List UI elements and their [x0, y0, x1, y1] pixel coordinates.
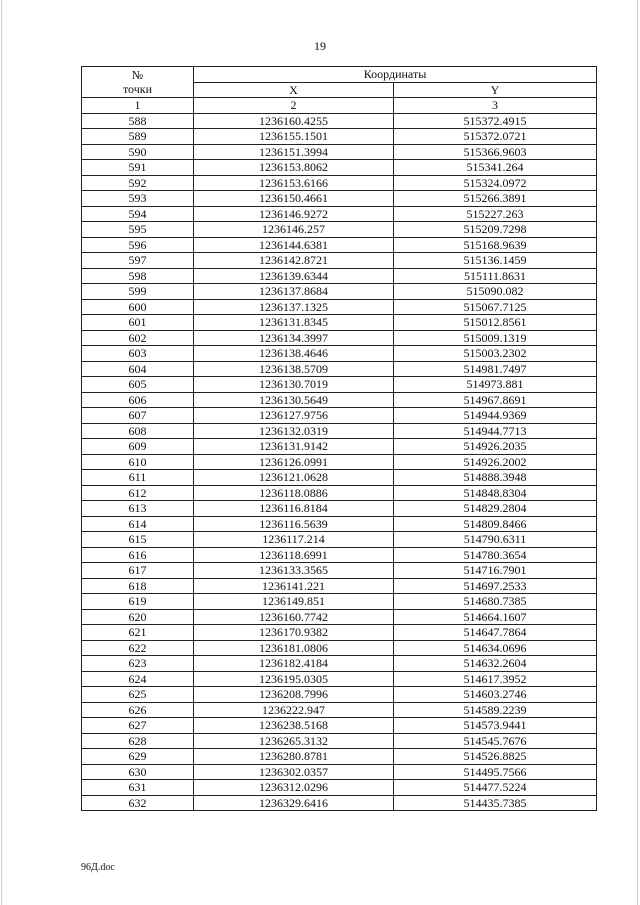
x-coordinate-cell: 1236195.0305: [194, 671, 394, 687]
x-coordinate-cell: 1236138.4646: [194, 346, 394, 362]
y-coordinate-cell: 515341.264: [394, 160, 597, 176]
x-coordinate-cell: 1236265.3132: [194, 733, 394, 749]
x-coordinate-cell: 1236116.8184: [194, 501, 394, 517]
y-coordinate-cell: 514680.7385: [394, 594, 597, 610]
table-header: [82, 67, 597, 114]
point-number-cell: 629: [82, 749, 194, 765]
table-row: [82, 501, 597, 517]
y-coordinate-cell: 515372.4915: [394, 113, 597, 129]
table-row: [82, 361, 597, 377]
x-coordinate-cell: 1236153.8062: [194, 160, 394, 176]
table-row: [82, 144, 597, 160]
point-number-cell: 619: [82, 594, 194, 610]
x-coordinate-cell: 1236182.4184: [194, 656, 394, 672]
point-number-cell: 626: [82, 702, 194, 718]
y-coordinate-cell: 515009.1319: [394, 330, 597, 346]
y-coordinate-cell: 514790.6311: [394, 532, 597, 548]
point-number-cell: 590: [82, 144, 194, 160]
y-coordinate-cell: 514664.1607: [394, 609, 597, 625]
x-coordinate-cell: 1236137.1325: [194, 299, 394, 315]
table-row: [82, 687, 597, 703]
x-coordinate-cell: 1236126.0991: [194, 454, 394, 470]
table-row: [82, 547, 597, 563]
x-coordinate-cell: 1236131.8345: [194, 315, 394, 331]
x-coordinate-cell: 1236141.221: [194, 578, 394, 594]
y-coordinate-cell: 514973.881: [394, 377, 597, 393]
y-coordinate-cell: 514848.8304: [394, 485, 597, 501]
point-number-cell: 608: [82, 423, 194, 439]
point-number-cell: 616: [82, 547, 194, 563]
table-row: [82, 377, 597, 393]
table-row: [82, 749, 597, 765]
x-coordinate-cell: 1236138.5709: [194, 361, 394, 377]
y-coordinate-cell: 515003.2302: [394, 346, 597, 362]
x-coordinate-cell: 1236170.9382: [194, 625, 394, 641]
point-number-cell: 632: [82, 795, 194, 811]
scan-edge-left: [1, 0, 2, 905]
point-number-cell: 596: [82, 237, 194, 253]
table-row: [82, 780, 597, 796]
table-row: [82, 191, 597, 207]
x-coordinate-cell: 1236130.7019: [194, 377, 394, 393]
y-header: Y: [394, 82, 597, 98]
y-coordinate-cell: 515209.7298: [394, 222, 597, 238]
x-coordinate-cell: 1236137.8684: [194, 284, 394, 300]
y-coordinate-cell: 515324.0972: [394, 175, 597, 191]
x-coordinate-cell: 1236118.0886: [194, 485, 394, 501]
point-label: точки: [122, 82, 153, 96]
x-coordinate-cell: 1236117.214: [194, 532, 394, 548]
x-coordinate-cell: 1236280.8781: [194, 749, 394, 765]
table-row: [82, 392, 597, 408]
table-row: [82, 284, 597, 300]
point-number-cell: 620: [82, 609, 194, 625]
point-number-cell: 606: [82, 392, 194, 408]
x-coordinate-cell: 1236133.3565: [194, 563, 394, 579]
point-number-cell: 617: [82, 563, 194, 579]
table-row: [82, 470, 597, 486]
y-coordinate-cell: 514647.7864: [394, 625, 597, 641]
table-row: [82, 268, 597, 284]
table-row: [82, 516, 597, 532]
table-row: [82, 563, 597, 579]
point-number-cell: 602: [82, 330, 194, 346]
x-coordinate-cell: 1236118.6991: [194, 547, 394, 563]
table-row: [82, 206, 597, 222]
y-coordinate-cell: 515012.8561: [394, 315, 597, 331]
point-number-cell: 631: [82, 780, 194, 796]
x-coordinate-cell: 1236312.0296: [194, 780, 394, 796]
point-number-cell: 598: [82, 268, 194, 284]
table-row: [82, 795, 597, 811]
table-row: [82, 594, 597, 610]
x-coordinate-cell: 1236238.5168: [194, 718, 394, 734]
y-coordinate-cell: 514495.7566: [394, 764, 597, 780]
x-coordinate-cell: 1236149.851: [194, 594, 394, 610]
point-number-cell: 609: [82, 439, 194, 455]
table-row: [82, 346, 597, 362]
point-number-cell: 595: [82, 222, 194, 238]
point-number-cell: 601: [82, 315, 194, 331]
y-coordinate-cell: 515168.9639: [394, 237, 597, 253]
point-number-cell: 625: [82, 687, 194, 703]
x-coordinate-cell: 1236160.7742: [194, 609, 394, 625]
point-number-cell: 618: [82, 578, 194, 594]
x-coordinate-cell: 1236134.3997: [194, 330, 394, 346]
table-row: [82, 454, 597, 470]
y-coordinate-cell: 514526.8825: [394, 749, 597, 765]
point-number-cell: 615: [82, 532, 194, 548]
table-row: [82, 640, 597, 656]
y-coordinate-cell: 514981.7497: [394, 361, 597, 377]
x-coordinate-cell: 1236142.8721: [194, 253, 394, 269]
scan-edge-right: [637, 0, 638, 905]
coordinates-table: [81, 66, 597, 811]
y-coordinate-cell: 514573.9441: [394, 718, 597, 734]
table-row: [82, 609, 597, 625]
x-coordinate-cell: 1236160.4255: [194, 113, 394, 129]
point-number-cell: 622: [82, 640, 194, 656]
x-coordinate-cell: 1236181.0806: [194, 640, 394, 656]
x-coordinate-cell: 1236150.4661: [194, 191, 394, 207]
y-coordinate-cell: 514926.2002: [394, 454, 597, 470]
point-number-cell: 610: [82, 454, 194, 470]
point-number-cell: 594: [82, 206, 194, 222]
y-coordinate-cell: 514697.2533: [394, 578, 597, 594]
table-row: [82, 718, 597, 734]
table-row: [82, 656, 597, 672]
point-number-cell: 614: [82, 516, 194, 532]
table-row: [82, 578, 597, 594]
y-coordinate-cell: 514632.2604: [394, 656, 597, 672]
y-coordinate-cell: 514545.7676: [394, 733, 597, 749]
table-row: [82, 237, 597, 253]
y-coordinate-cell: 514944.9369: [394, 408, 597, 424]
y-coordinate-cell: 514589.2239: [394, 702, 597, 718]
table-row: [82, 253, 597, 269]
table-row: [82, 160, 597, 176]
y-coordinate-cell: 515136.1459: [394, 253, 597, 269]
y-coordinate-cell: 515067.7125: [394, 299, 597, 315]
column-index-3: 3: [394, 98, 597, 114]
point-number-cell: 600: [82, 299, 194, 315]
x-coordinate-cell: 1236131.9142: [194, 439, 394, 455]
table-body: [82, 113, 597, 811]
column-index-1: 1: [82, 98, 194, 114]
number-sign: №: [131, 68, 144, 82]
y-coordinate-cell: 514634.0696: [394, 640, 597, 656]
x-coordinate-cell: 1236130.5649: [194, 392, 394, 408]
x-coordinate-cell: 1236329.6416: [194, 795, 394, 811]
table-row: [82, 222, 597, 238]
y-coordinate-cell: 514603.2746: [394, 687, 597, 703]
x-coordinate-cell: 1236208.7996: [194, 687, 394, 703]
x-coordinate-cell: 1236132.0319: [194, 423, 394, 439]
y-coordinate-cell: 515111.8631: [394, 268, 597, 284]
point-number-cell: 621: [82, 625, 194, 641]
point-number-cell: 605: [82, 377, 194, 393]
x-coordinate-cell: 1236151.3994: [194, 144, 394, 160]
point-number-cell: 628: [82, 733, 194, 749]
column-index-2: 2: [194, 98, 394, 114]
page-number: 19: [314, 39, 326, 53]
table-row: [82, 485, 597, 501]
point-number-cell: 627: [82, 718, 194, 734]
table-row: [82, 423, 597, 439]
x-coordinate-cell: 1236127.9756: [194, 408, 394, 424]
x-coordinate-cell: 1236139.6344: [194, 268, 394, 284]
x-coordinate-cell: 1236146.257: [194, 222, 394, 238]
y-coordinate-cell: 514926.2035: [394, 439, 597, 455]
y-coordinate-cell: 515227.263: [394, 206, 597, 222]
point-number-cell: 597: [82, 253, 194, 269]
point-number-cell: 603: [82, 346, 194, 362]
point-number-cell: 607: [82, 408, 194, 424]
point-number-cell: 592: [82, 175, 194, 191]
x-coordinate-cell: 1236146.9272: [194, 206, 394, 222]
coordinates-header: Координаты: [194, 67, 597, 83]
table-row: [82, 702, 597, 718]
table-row: [82, 408, 597, 424]
table-row: [82, 175, 597, 191]
table-row: [82, 439, 597, 455]
x-coordinate-cell: 1236155.1501: [194, 129, 394, 145]
y-coordinate-cell: 515366.9603: [394, 144, 597, 160]
point-number-cell: 623: [82, 656, 194, 672]
point-number-cell: 630: [82, 764, 194, 780]
table-row: [82, 113, 597, 129]
table-row: [82, 764, 597, 780]
x-coordinate-cell: 1236121.0628: [194, 470, 394, 486]
table-row: [82, 625, 597, 641]
point-number-cell: 604: [82, 361, 194, 377]
point-number-cell: 611: [82, 470, 194, 486]
y-coordinate-cell: 514829.2804: [394, 501, 597, 517]
x-coordinate-cell: 1236302.0357: [194, 764, 394, 780]
y-coordinate-cell: 514780.3654: [394, 547, 597, 563]
x-coordinate-cell: 1236222.947: [194, 702, 394, 718]
y-coordinate-cell: 514617.3952: [394, 671, 597, 687]
table-row: [82, 299, 597, 315]
point-number-cell: 599: [82, 284, 194, 300]
table-row: [82, 315, 597, 331]
point-number-cell: 593: [82, 191, 194, 207]
x-header: X: [194, 82, 394, 98]
point-number-cell: 589: [82, 129, 194, 145]
x-coordinate-cell: 1236144.6381: [194, 237, 394, 253]
y-coordinate-cell: 515372.0721: [394, 129, 597, 145]
point-number-header: [82, 67, 194, 98]
y-coordinate-cell: 514477.5224: [394, 780, 597, 796]
y-coordinate-cell: 514716.7901: [394, 563, 597, 579]
table-row: [82, 330, 597, 346]
y-coordinate-cell: 515266.3891: [394, 191, 597, 207]
point-number-cell: 624: [82, 671, 194, 687]
table-row: [82, 129, 597, 145]
y-coordinate-cell: 514944.7713: [394, 423, 597, 439]
point-number-cell: 591: [82, 160, 194, 176]
y-coordinate-cell: 514967.8691: [394, 392, 597, 408]
y-coordinate-cell: 515090.082: [394, 284, 597, 300]
x-coordinate-cell: 1236116.5639: [194, 516, 394, 532]
table-row: [82, 733, 597, 749]
table-row: [82, 532, 597, 548]
y-coordinate-cell: 514888.3948: [394, 470, 597, 486]
y-coordinate-cell: 514809.8466: [394, 516, 597, 532]
y-coordinate-cell: 514435.7385: [394, 795, 597, 811]
table-row: [82, 671, 597, 687]
point-number-cell: 613: [82, 501, 194, 517]
footer-filename: 96Д.doc: [81, 862, 115, 873]
point-number-cell: 588: [82, 113, 194, 129]
x-coordinate-cell: 1236153.6166: [194, 175, 394, 191]
point-number-cell: 612: [82, 485, 194, 501]
